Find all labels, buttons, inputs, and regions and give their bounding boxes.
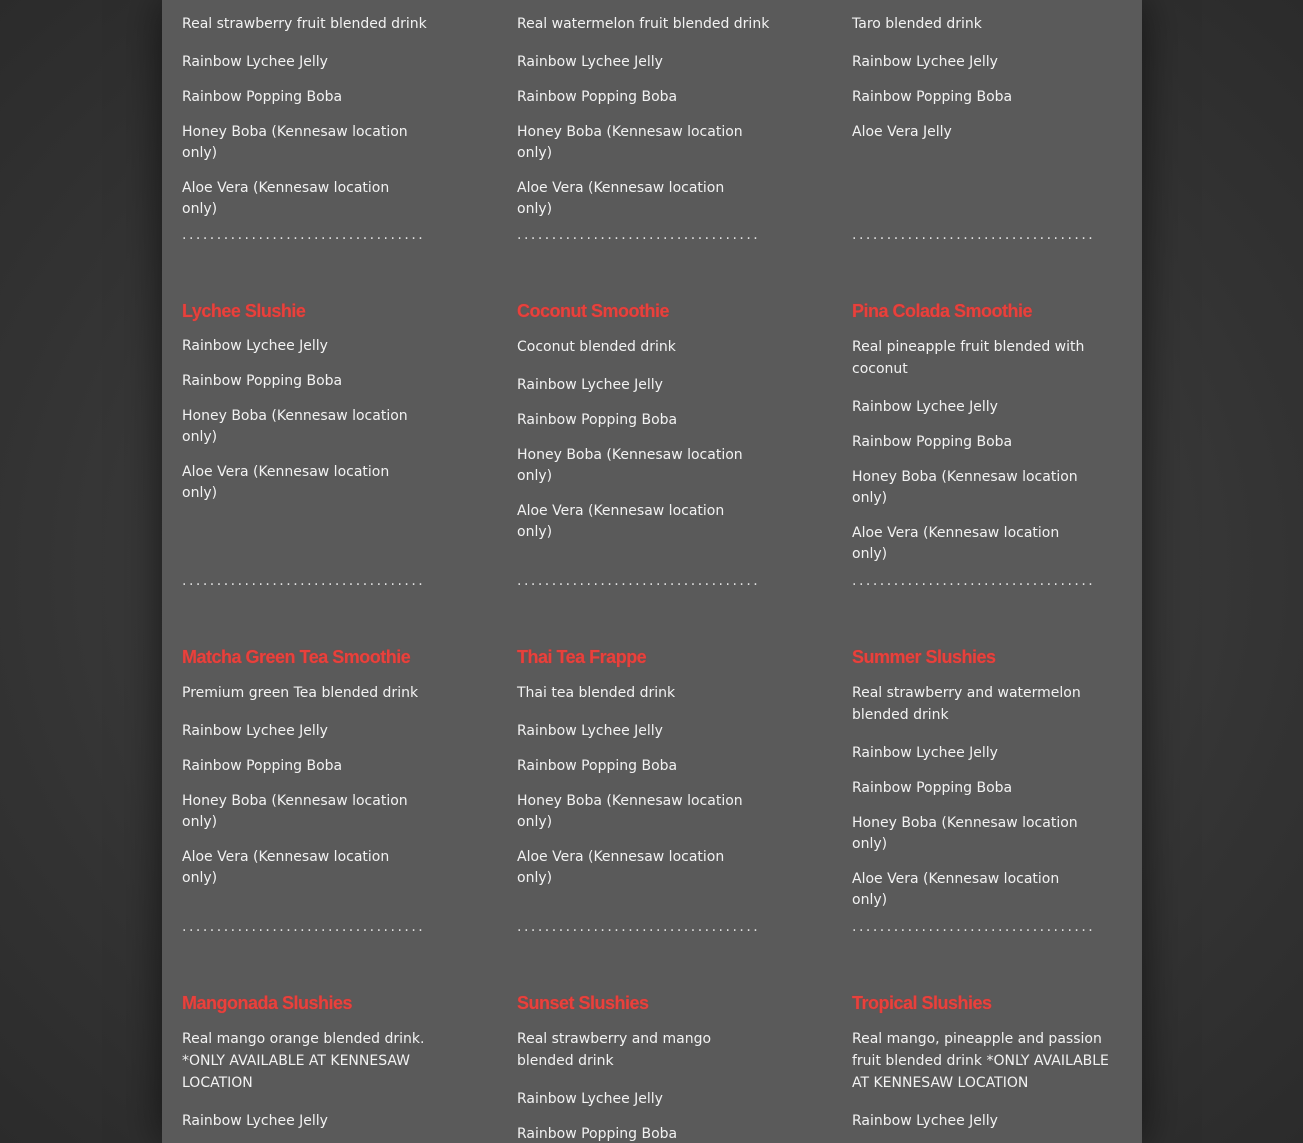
drink-description: Taro blended drink xyxy=(852,16,982,32)
topping-item: Aloe Vera Jelly xyxy=(852,124,952,140)
topping-item: Rainbow Lychee Jelly xyxy=(517,1091,663,1107)
menu-card xyxy=(517,646,787,903)
dotted-divider: ................................... xyxy=(852,573,1096,589)
topping-item: Rainbow Lychee Jelly xyxy=(517,54,663,70)
drink-title: Tropical Slushies xyxy=(852,993,992,1013)
drink-description: Coconut blended drink xyxy=(517,339,676,355)
menu-card xyxy=(517,13,787,234)
drink-description: Real pineapple fruit blended with coconut xyxy=(852,339,1085,377)
menu-card xyxy=(517,992,787,1143)
topping-item: Rainbow Popping Boba xyxy=(852,780,1013,796)
dotted-divider: ................................... xyxy=(517,919,761,935)
topping-item: Aloe Vera (Kennesaw location only) xyxy=(182,180,390,217)
topping-item: Rainbow Lychee Jelly xyxy=(852,745,998,761)
menu-card xyxy=(182,646,452,903)
menu-card xyxy=(182,300,452,518)
drink-title: Thai Tea Frappe xyxy=(517,647,647,667)
topping-item: Rainbow Popping Boba xyxy=(517,758,678,774)
drink-title: Coconut Smoothie xyxy=(517,301,669,321)
topping-item: Rainbow Lychee Jelly xyxy=(852,399,998,415)
dotted-divider: ................................... xyxy=(517,573,761,589)
dotted-divider: ................................... xyxy=(852,227,1096,243)
topping-item: Honey Boba (Kennesaw location only) xyxy=(182,793,408,830)
dotted-divider: ................................... xyxy=(182,227,426,243)
topping-item: Rainbow Lychee Jelly xyxy=(182,54,328,70)
topping-item: Honey Boba (Kennesaw location only) xyxy=(852,815,1078,852)
drink-description: Real mango, pineapple and passion fruit blended drink *ONLY AVAILABLE AT KENNESAW LOCATION xyxy=(852,1031,1109,1091)
drink-description: Real watermelon fruit blended drink xyxy=(517,16,770,32)
topping-item: Honey Boba (Kennesaw location only) xyxy=(517,124,743,161)
menu-panel xyxy=(162,0,1142,1143)
topping-item: Rainbow Popping Boba xyxy=(517,1126,678,1142)
drink-title: Summer Slushies xyxy=(852,647,996,667)
topping-item: Aloe Vera (Kennesaw location only) xyxy=(182,849,390,886)
menu-card xyxy=(852,13,1122,157)
topping-item: Honey Boba (Kennesaw location only) xyxy=(182,124,408,161)
drink-title: Matcha Green Tea Smoothie xyxy=(182,647,411,667)
topping-item: Honey Boba (Kennesaw location only) xyxy=(182,408,408,445)
drink-description: Real strawberry and watermelon blended drink xyxy=(852,685,1081,723)
drink-description: Real mango orange blended drink. *ONLY AVAILABLE AT KENNESAW LOCATION xyxy=(182,1031,425,1091)
menu-card xyxy=(517,300,787,557)
topping-item: Rainbow Lychee Jelly xyxy=(182,723,328,739)
drink-title: Pina Colada Smoothie xyxy=(852,301,1033,321)
drink-description: Thai tea blended drink xyxy=(517,685,676,701)
dotted-divider: ................................... xyxy=(182,919,426,935)
dotted-divider: ................................... xyxy=(182,573,426,589)
menu-card xyxy=(182,992,452,1143)
topping-item: Rainbow Lychee Jelly xyxy=(517,377,663,393)
topping-item: Aloe Vera (Kennesaw location only) xyxy=(852,871,1060,908)
topping-item: Rainbow Popping Boba xyxy=(852,89,1013,105)
topping-item: Honey Boba (Kennesaw location only) xyxy=(517,793,743,830)
menu-card xyxy=(852,300,1122,579)
drink-title: Mangonada Slushies xyxy=(182,993,353,1013)
topping-item: Aloe Vera (Kennesaw location only) xyxy=(517,503,725,540)
topping-item: Rainbow Popping Boba xyxy=(182,758,343,774)
drink-title: Lychee Slushie xyxy=(182,301,306,321)
topping-item: Aloe Vera (Kennesaw location only) xyxy=(182,464,390,501)
topping-item: Aloe Vera (Kennesaw location only) xyxy=(517,180,725,217)
menu-card xyxy=(182,13,452,234)
topping-item: Rainbow Lychee Jelly xyxy=(517,723,663,739)
menu-card xyxy=(852,992,1122,1143)
topping-item: Honey Boba (Kennesaw location only) xyxy=(517,447,743,484)
topping-item: Rainbow Popping Boba xyxy=(517,412,678,428)
topping-item: Rainbow Lychee Jelly xyxy=(852,1113,998,1129)
topping-item: Rainbow Lychee Jelly xyxy=(182,1113,328,1129)
drink-description: Real strawberry fruit blended drink xyxy=(182,16,427,32)
drink-description: Premium green Tea blended drink xyxy=(182,685,419,701)
topping-item: Rainbow Popping Boba xyxy=(182,89,343,105)
topping-item: Aloe Vera (Kennesaw location only) xyxy=(517,849,725,886)
drink-title: Sunset Slushies xyxy=(517,993,649,1013)
dotted-divider: ................................... xyxy=(517,227,761,243)
menu-card xyxy=(852,646,1122,925)
topping-item: Rainbow Lychee Jelly xyxy=(182,338,328,354)
dotted-divider: ................................... xyxy=(852,919,1096,935)
topping-item: Aloe Vera (Kennesaw location only) xyxy=(852,525,1060,562)
topping-item: Rainbow Popping Boba xyxy=(852,434,1013,450)
topping-item: Rainbow Popping Boba xyxy=(517,89,678,105)
topping-item: Rainbow Lychee Jelly xyxy=(852,54,998,70)
drink-description: Real strawberry and mango blended drink xyxy=(517,1031,712,1069)
topping-item: Honey Boba (Kennesaw location only) xyxy=(852,469,1078,506)
topping-item: Rainbow Popping Boba xyxy=(182,373,343,389)
